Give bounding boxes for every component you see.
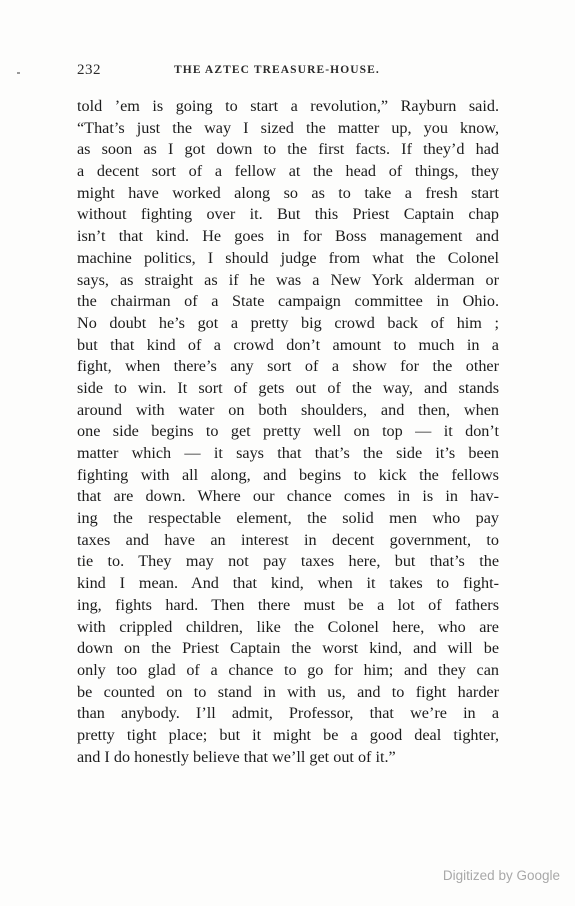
text-line: told ’em is going to start a revolution,” Rayburn said.: [77, 97, 499, 115]
text-line: kind I mean. And that kind, when it takes to fight-: [77, 574, 499, 593]
text-line: pretty tight place; but it might be a good deal tighter,: [77, 725, 499, 744]
text-line: taxes and have an interest in decent government, to: [77, 530, 499, 549]
text-line: one side begins to get pretty well on top — it don’t: [77, 422, 499, 441]
text-line: down on the Priest Captain the worst kind, and will be: [77, 639, 499, 658]
page-header: [77, 62, 499, 82]
text-line: ing, fights hard. Then there must be a lot of fathers: [77, 595, 499, 614]
text-line: side to win. It sort of gets out of the way, and stands: [77, 378, 499, 397]
text-line: fighting with all along, and begins to kick the fellows: [77, 465, 499, 484]
text-line: than anybody. I’ll admit, Professor, that we’re in a: [77, 704, 499, 723]
digitized-watermark: Digitized by Google: [442, 868, 560, 883]
text-line: but that kind of a crowd don’t amount to much in a: [77, 335, 499, 354]
text-line: a decent sort of a fellow at the head of things, they: [77, 162, 499, 181]
text-line: tie to. They may not pay taxes here, but that’s the: [77, 552, 499, 571]
text-line: and I do honestly believe that we’ll get out of it.”: [77, 747, 396, 766]
text-line: might have worked along so as to take a fresh start: [77, 183, 499, 202]
text-line: only too glad of a chance to go for him; and they can: [77, 660, 499, 679]
text-line: the chairman of a State campaign committee in Ohio.: [77, 292, 499, 311]
text-line: isn’t that kind. He goes in for Boss management and: [77, 227, 499, 246]
text-line: around with water on both shoulders, and then, when: [77, 400, 499, 419]
text-line: No doubt he’s got a pretty big crowd back of him ;: [77, 313, 499, 332]
text-line: says, as straight as if he was a New York alderman or: [77, 270, 499, 289]
text-line: fight, when there’s any sort of a show for the other: [77, 357, 499, 376]
text-line: be counted on to stand in with us, and to fight harder: [77, 682, 499, 701]
margin-mark: [17, 72, 20, 74]
body-text: [77, 96, 499, 768]
page-number: 232: [77, 62, 101, 78]
text-line: machine politics, I should judge from what the Colonel: [77, 248, 499, 267]
text-line: matter which — it says that that’s the side it’s been: [77, 444, 499, 462]
text-line: ing the respectable element, the solid men who pay: [77, 509, 499, 528]
text-line: that are down. Where our chance comes in is in hav-: [77, 487, 499, 506]
text-line: as soon as I got down to the first facts. If they’d had: [77, 140, 499, 159]
text-line: with crippled children, like the Colonel here, who are: [77, 617, 499, 636]
text-line: “That’s just the way I sized the matter up, you know,: [77, 118, 499, 137]
text-line: without fighting over it. But this Priest Captain chap: [77, 205, 499, 224]
running-head: THE AZTEC TREASURE-HOUSE.: [174, 64, 380, 76]
